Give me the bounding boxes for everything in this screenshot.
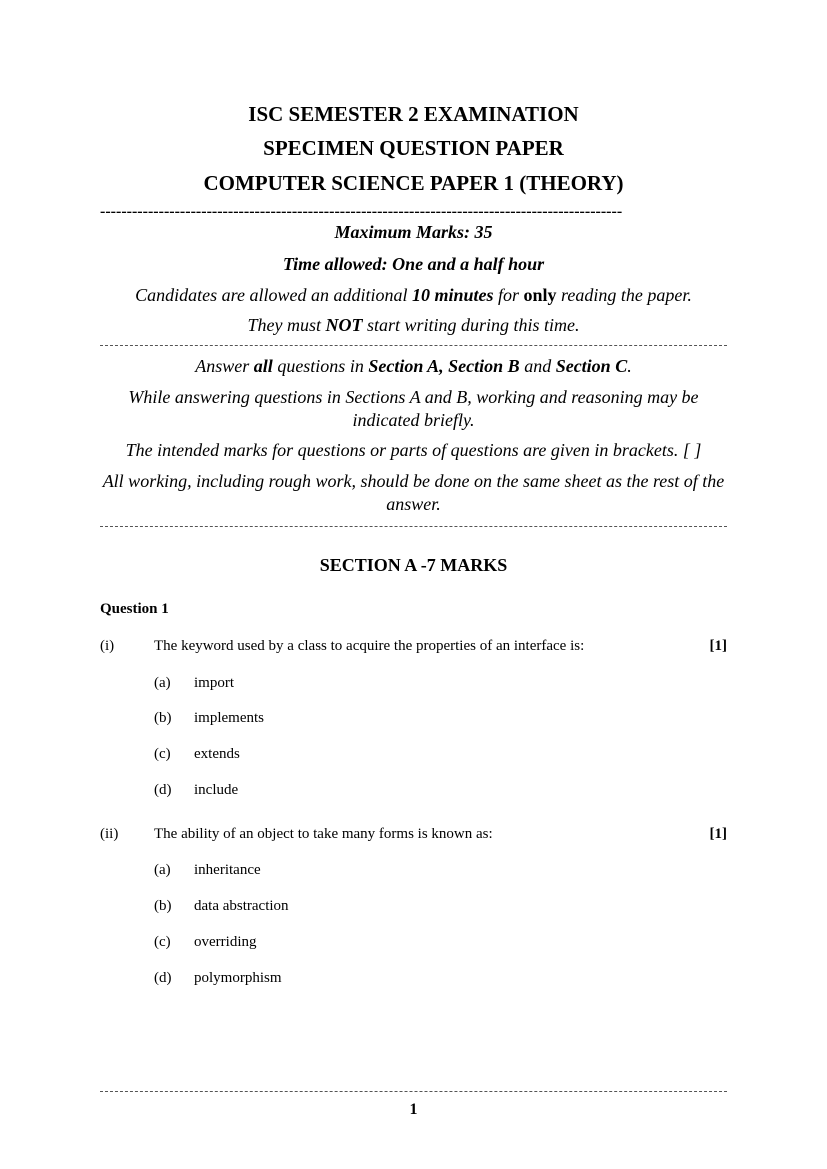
- question-text: The ability of an object to take many forms is known as:: [154, 826, 493, 842]
- writing-text-1: They must: [247, 315, 326, 335]
- page-number: 1: [409, 1101, 418, 1118]
- reading-text-3: reading the paper.: [556, 285, 692, 305]
- working-note: While answering questions in Sections A and B, working and reasoning may be indicated briefly.: [128, 387, 699, 430]
- reading-time-note: [100, 284, 727, 307]
- exam-title: ISC SEMESTER 2 EXAMINATION: [248, 102, 579, 126]
- option-text: extends: [194, 746, 240, 762]
- question-marks: [1]: [709, 826, 727, 842]
- answer-section-c: Section C: [555, 356, 628, 376]
- writing-not: NOT: [325, 315, 363, 335]
- answer-all: all: [253, 356, 273, 376]
- option-label: (c): [154, 934, 171, 950]
- option-label: (b): [154, 898, 172, 914]
- option-text: import: [194, 675, 234, 691]
- answer-text-2: questions in: [272, 356, 369, 376]
- maximum-marks: Maximum Marks: 35: [334, 222, 493, 242]
- marks-note: The intended marks for questions or parts of questions are given in brackets. [ ]: [125, 440, 702, 460]
- question-number: (i): [100, 638, 115, 654]
- subject-title: COMPUTER SCIENCE PAPER 1 (THEORY): [203, 171, 624, 195]
- writing-text-2: start writing during this time.: [362, 315, 580, 335]
- option-text: overriding: [194, 934, 257, 950]
- option-text: implements: [194, 710, 264, 726]
- instructions-divider-bottom: [100, 526, 727, 539]
- header-divider: --------------------------------------------------------------------------------------------------: [100, 203, 623, 220]
- option-label: (a): [154, 862, 171, 878]
- option-label: (d): [154, 970, 172, 986]
- option-label: (d): [154, 782, 172, 798]
- option-text: data abstraction: [194, 898, 289, 914]
- reading-duration: 10 minutes: [411, 285, 494, 305]
- option-text: include: [194, 782, 239, 798]
- no-writing-note: [100, 314, 727, 337]
- time-allowed: Time allowed: One and a half hour: [282, 254, 545, 274]
- answer-sections-ab: Section A, Section B: [368, 356, 520, 376]
- option-text: inheritance: [194, 862, 261, 878]
- answer-text-4: .: [627, 356, 632, 376]
- option-label: (a): [154, 675, 171, 691]
- option-label: (c): [154, 746, 171, 762]
- option-label: (b): [154, 710, 172, 726]
- question-marks: [1]: [709, 638, 727, 654]
- question-text: The keyword used by a class to acquire the properties of an interface is:: [154, 638, 585, 654]
- reading-text-1: Candidates are allowed an additional: [135, 285, 412, 305]
- section-heading: SECTION A -7 MARKS: [319, 555, 508, 575]
- answer-all-note: [100, 355, 727, 378]
- reading-text-2: for: [493, 285, 524, 305]
- reading-only: only: [523, 285, 557, 305]
- question-number: (ii): [100, 826, 119, 842]
- option-text: polymorphism: [194, 970, 282, 986]
- answer-text-1: Answer: [195, 356, 254, 376]
- paper-type-title: SPECIMEN QUESTION PAPER: [263, 136, 564, 160]
- answer-text-3: and: [519, 356, 556, 376]
- rough-work-note: All working, including rough work, should be done on the same sheet as the rest of the answer.: [102, 471, 725, 514]
- question-heading: Question 1: [100, 601, 169, 617]
